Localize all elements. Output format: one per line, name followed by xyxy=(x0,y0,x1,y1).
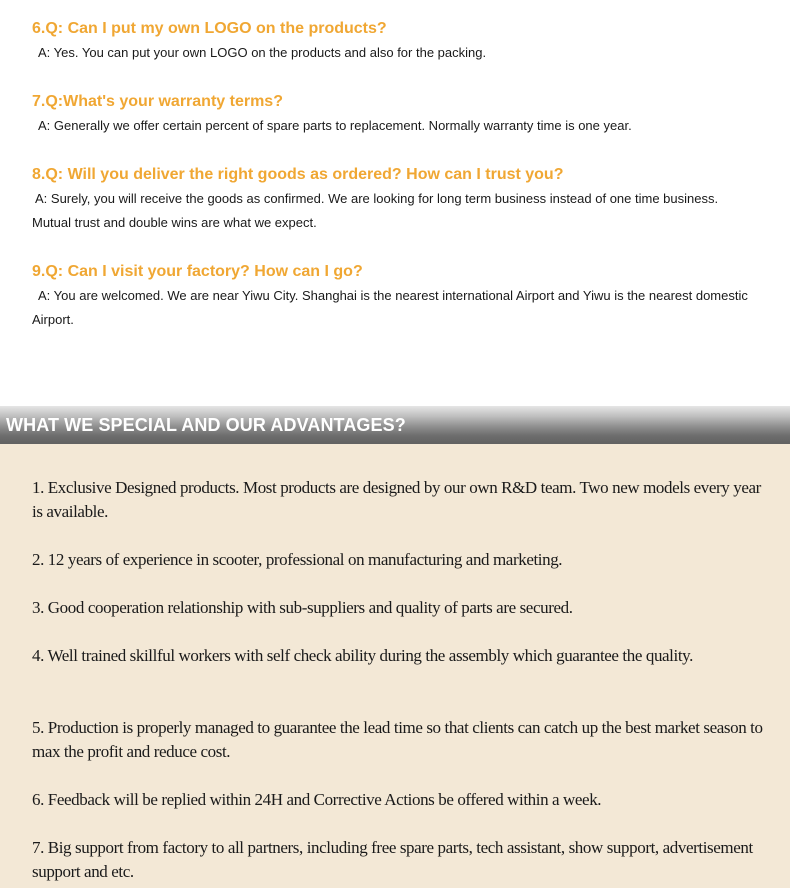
advantages-panel xyxy=(0,444,790,888)
advantage-item-3: 3. Good cooperation relationship with sub-suppliers and quality of parts are secured. xyxy=(32,598,573,617)
faq-answer-8-line-1: A: Surely, you will receive the goods as confirmed. We are looking for long term business instead of one time business. xyxy=(35,191,719,206)
faq-section xyxy=(0,0,790,405)
faq-answer-9-line-2: Airport. xyxy=(32,312,74,327)
faq-answer-8-line-2: Mutual trust and double wins are what we expect. xyxy=(32,215,317,230)
faq-question-6: 6.Q: Can I put my own LOGO on the products? xyxy=(32,20,387,37)
section-title: WHAT WE SPECIAL AND OUR ADVANTAGES? xyxy=(6,415,406,435)
faq-answer-7: A: Generally we offer certain percent of spare parts to replacement. Normally warranty time is one year. xyxy=(38,118,632,133)
faq-question-7: 7.Q:What's your warranty terms? xyxy=(32,93,283,110)
faq-answer-6: A: Yes. You can put your own LOGO on the products and also for the packing. xyxy=(38,45,487,60)
faq-question-8: 8.Q: Will you deliver the right goods as ordered? How can I trust you? xyxy=(32,166,564,183)
faq-answer-9-line-1: A: You are welcomed. We are near Yiwu City. Shanghai is the nearest international Airport and Yiwu is the nearest domestic xyxy=(38,288,748,303)
advantage-item-2: 2. 12 years of experience in scooter, professional on manufacturing and marketing. xyxy=(32,550,563,569)
advantage-item-6: 6. Feedback will be replied within 24H and Corrective Actions be offered within a week. xyxy=(32,790,602,809)
advantage-item-7: 7. Big support from factory to all partners, including free spare parts, tech assistant, show support, advertisement support and etc. xyxy=(32,838,753,881)
advantage-item-1: 1. Exclusive Designed products. Most products are designed by our own R&D team. Two new models every year is available. xyxy=(32,478,761,521)
advantage-item-5: 5. Production is properly managed to guarantee the lead time so that clients can catch up the best market season to max the profit and reduce cost. xyxy=(32,718,763,761)
faq-question-9: 9.Q: Can I visit your factory? How can I go? xyxy=(32,263,363,280)
advantage-item-4: 4. Well trained skillful workers with self check ability during the assembly which guarantee the quality. xyxy=(32,646,694,665)
section-header-band xyxy=(0,406,790,444)
